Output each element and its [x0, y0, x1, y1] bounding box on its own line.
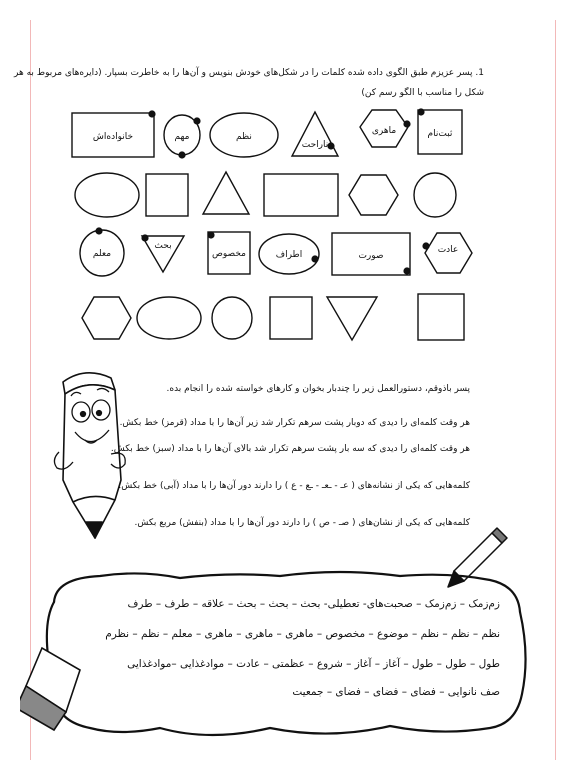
label-w7: معلم	[92, 249, 112, 259]
label-w4: ناراحت	[301, 140, 329, 150]
instruction-line-2: شکل را مناسب با الگو رسم کن)	[361, 88, 484, 98]
empty-oval-2	[137, 297, 201, 339]
empty-hexagon	[349, 175, 398, 215]
label-w8: بحث	[154, 241, 172, 251]
task-intro: پسر باذوقم، دستورالعمل زیر را چندبار بخوان و کارهای خواسته شده را انجام بده.	[166, 384, 470, 394]
empty-square	[146, 174, 188, 216]
empty-oval	[75, 173, 139, 217]
word-list-line-1: زم‌زمک – زم‌زمک – صحبت‌های- تعطیلی- بحث – بحث – بحث – علاقه – طرف – طرف	[127, 598, 500, 610]
label-w1: خانواده‌اش	[92, 132, 134, 142]
label-w10: اطراف	[275, 250, 303, 260]
task-item-1: هر وقت کلمه‌ای را دیدی که دوبار پشت سرهم تکرار شد زیر آن‌ها را با مداد (قرمز) خط بکش.	[119, 418, 470, 428]
empty-square-2	[270, 297, 312, 339]
empty-rectangle	[264, 174, 338, 216]
word-list-line-4: صف نانوایی – فضای – فضای – فضای – جمعیت	[292, 686, 500, 698]
label-w2: مهم	[174, 132, 190, 142]
label-w5: ماهری	[371, 126, 397, 136]
empty-circle-2	[212, 297, 252, 339]
instruction-line-1: 1. پسر عزیزم طبق الگوی داده شده کلمات را در شکل‌های خودش بنویس و آن‌ها را به خاطرت بسپار. (دایره‌های مربوط به هر	[14, 68, 484, 78]
label-w9: مخصوص	[212, 249, 246, 259]
word-list	[60, 580, 500, 720]
word-list-line-2: نظم – نظم – نظم – موضوع – مخصوص – ماهری – ماهری – ماهری – معلم – نظم – نظرم	[105, 628, 500, 640]
label-w6: ثبت‌نام	[427, 129, 453, 139]
task-item-4: کلمه‌هایی که یکی از نشان‌های ( صـ - ص ) را دارند دور آن‌ها را با مداد (بنفش) مربع بکش.	[134, 518, 470, 528]
label-w3: نظم	[236, 132, 252, 142]
empty-inverted-triangle	[327, 297, 377, 340]
word-list-line-3: طول – طول – طول – آغاز – آغاز – شروع – عظمتی – عادت – موادغذایی –موادغذایی	[127, 658, 500, 670]
empty-square-3	[418, 294, 464, 340]
empty-circle	[414, 173, 456, 217]
shapes-exercise	[0, 0, 570, 360]
label-w11: صورت	[358, 251, 384, 261]
empty-hexagon-2	[82, 297, 131, 339]
pencil-mascot	[45, 360, 135, 550]
empty-triangle	[203, 172, 249, 214]
label-w12: عادت	[437, 245, 459, 255]
task-item-3: کلمه‌هایی که یکی از نشانه‌های ( عـ - ـعـ - ـع - ع ) را دارند دور آن‌ها را با مداد (آبی) خط بکش.	[118, 481, 470, 491]
task-item-2: هر وقت کلمه‌ای را دیدی که سه بار پشت سرهم تکرار شد بالای آن‌ها را با مداد (سبز) خط بکش.	[110, 444, 470, 454]
